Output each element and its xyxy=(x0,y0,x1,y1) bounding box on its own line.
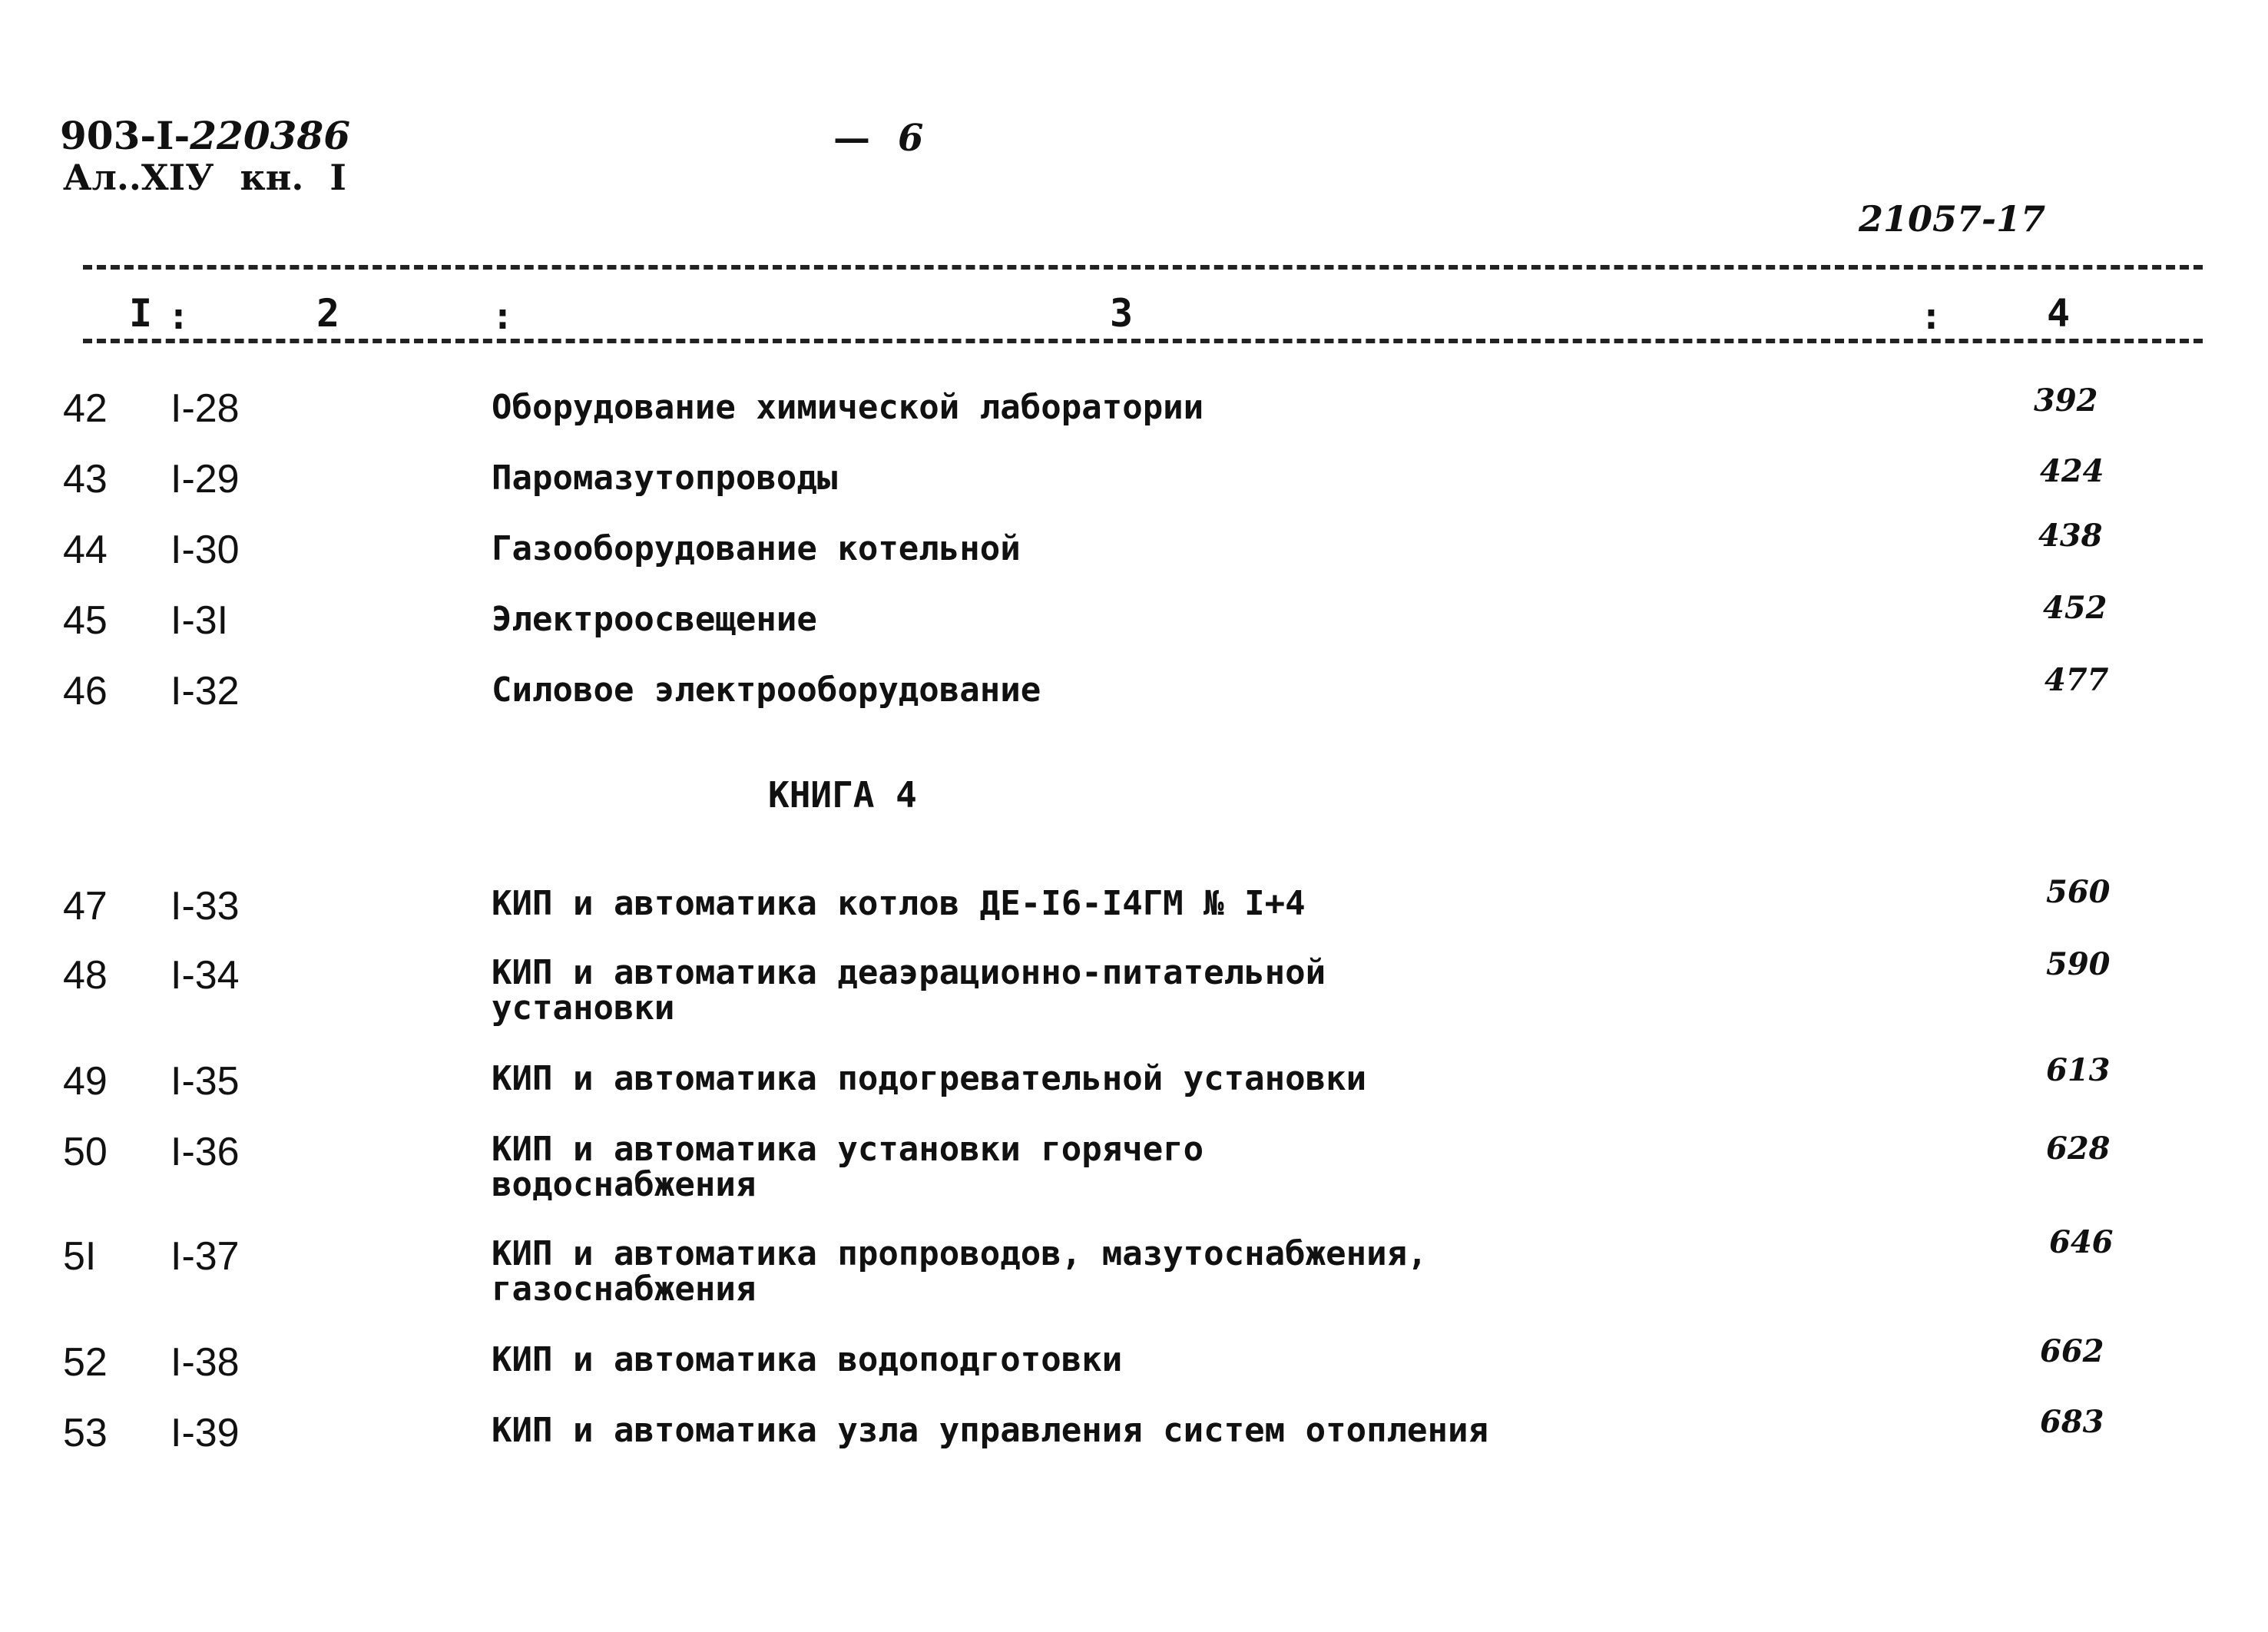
row-title: Электроосвещение xyxy=(492,600,817,639)
page-number-dash: — xyxy=(833,117,870,160)
row-number: 49 xyxy=(63,1059,108,1104)
row-page: 590 xyxy=(2046,946,2111,982)
section-title-book-4: КНИГА 4 xyxy=(768,774,917,816)
row-number: 48 xyxy=(63,953,108,998)
document-code-printed: 903-I- xyxy=(60,113,190,158)
row-page: 683 xyxy=(2040,1404,2104,1440)
row-title: Силовое электрооборудование xyxy=(492,670,1041,710)
row-page: 628 xyxy=(2046,1130,2111,1167)
column-header-3: 3 xyxy=(1110,291,1134,336)
row-page: 613 xyxy=(2046,1052,2111,1088)
row-title: КИП и автоматика узла управления систем отопления xyxy=(492,1411,1489,1450)
row-page: 560 xyxy=(2046,874,2111,910)
row-title: КИП и автоматика подогревательной установки xyxy=(492,1059,1367,1098)
row-code: I-33 xyxy=(171,884,240,929)
row-number: 42 xyxy=(63,386,108,431)
row-code: I-34 xyxy=(171,953,240,998)
row-title: КИП и автоматика деаэрационно-питательной установки xyxy=(492,953,1326,1028)
row-number: 47 xyxy=(63,884,108,929)
column-separator-1: : xyxy=(167,295,190,338)
row-code: I-39 xyxy=(171,1411,240,1455)
row-number: 45 xyxy=(63,598,108,643)
row-code: I-38 xyxy=(171,1340,240,1385)
row-number: 5I xyxy=(63,1234,97,1279)
table-top-rule xyxy=(83,265,2203,270)
row-code: I-28 xyxy=(171,386,240,431)
row-title: КИП и автоматика котлов ДЕ-I6-I4ГМ № I+4 xyxy=(492,884,1306,923)
row-number: 52 xyxy=(63,1340,108,1385)
row-number: 53 xyxy=(63,1411,108,1455)
row-code: I-37 xyxy=(171,1234,240,1279)
column-separator-3: : xyxy=(1920,295,1942,338)
row-number: 50 xyxy=(63,1130,108,1174)
row-number: 44 xyxy=(63,528,108,572)
document-code xyxy=(60,114,350,158)
page-number xyxy=(833,117,923,160)
row-code: I-35 xyxy=(171,1059,240,1104)
row-title: КИП и автоматика пропроводов, мазутоснабжения, газоснабжения xyxy=(492,1234,1428,1309)
column-header-4: 4 xyxy=(2047,291,2071,336)
column-header-1: I xyxy=(129,291,153,336)
row-page: 662 xyxy=(2040,1333,2104,1369)
document-code-handwritten: 220386 xyxy=(190,113,351,158)
row-code: I-3I xyxy=(171,598,229,643)
column-separator-2: : xyxy=(492,295,514,338)
row-title: Паромазутопроводы xyxy=(492,458,838,498)
table-header-rule xyxy=(83,339,2203,343)
row-title: КИП и автоматика водоподготовки xyxy=(492,1340,1123,1379)
row-page: 477 xyxy=(2045,662,2109,698)
row-page: 424 xyxy=(2040,453,2104,489)
row-title: Газооборудование котельной xyxy=(492,529,1021,568)
row-code: I-29 xyxy=(171,457,240,502)
row-number: 43 xyxy=(63,457,108,502)
album-book-line: Ал..XIУ кн. I xyxy=(63,157,346,198)
inventory-number: 21057-17 xyxy=(1859,198,2046,240)
row-page: 438 xyxy=(2038,518,2103,554)
row-page: 646 xyxy=(2049,1224,2114,1260)
row-page: 452 xyxy=(2043,590,2107,626)
row-title: КИП и автоматика установки горячего водоснабжения xyxy=(492,1130,1204,1204)
row-title: Оборудование химической лаборатории xyxy=(492,388,1204,427)
row-code: I-36 xyxy=(171,1130,240,1174)
row-page: 392 xyxy=(2034,382,2098,419)
row-code: I-32 xyxy=(171,669,240,713)
row-number: 46 xyxy=(63,669,108,713)
row-code: I-30 xyxy=(171,528,240,572)
column-header-2: 2 xyxy=(316,291,340,336)
page-number-value: 6 xyxy=(898,117,924,160)
